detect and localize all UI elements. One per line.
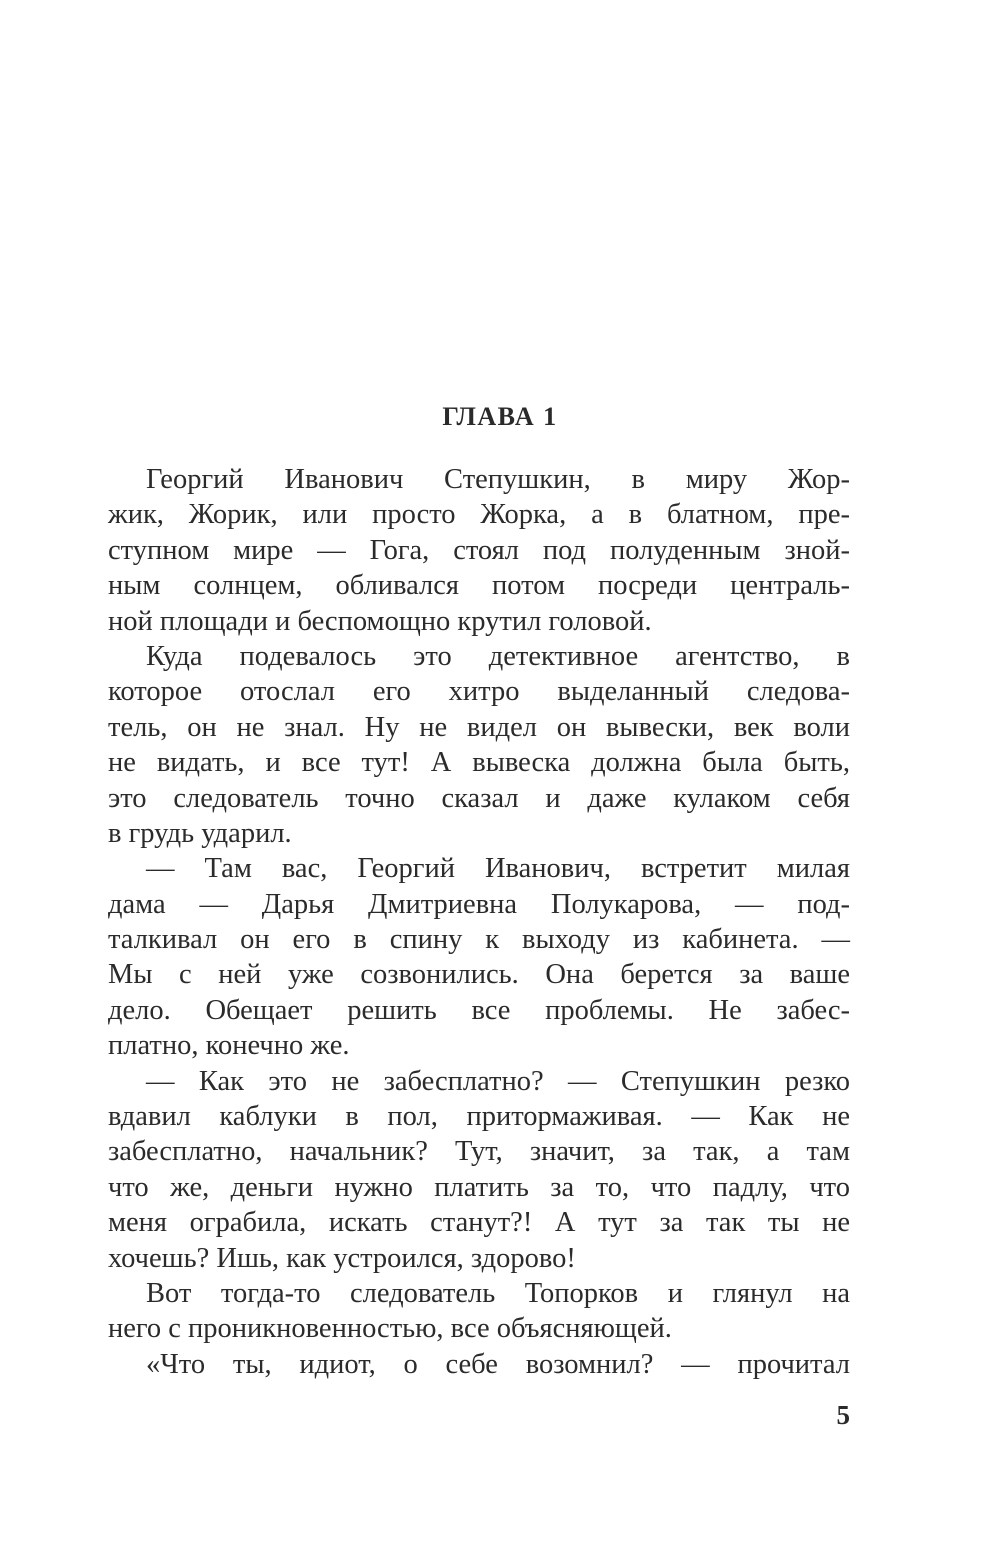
text-line: хочешь? Ишь, как устроился, здорово! [108,1242,576,1274]
text-line: которое отослал его хитро выделанный следова- [108,676,850,708]
text-line: что же, деньги нужно платить за то, что падлу, что [108,1171,850,1203]
text-line: жик, Жорик, или просто Жорка, а в блатном, пре- [108,499,850,531]
text-line: вдавил каблуки в пол, притормаживая. — Как не [108,1101,850,1133]
text-line: забесплатно, начальник? Тут, значит, за так, а там [108,1136,850,1168]
text-line: меня ограбила, искать станут?! А тут за так ты не [108,1207,850,1239]
text-line: ступном мире — Гога, стоял под полуденным зной- [108,534,850,566]
text-line: платно, конечно же. [108,1030,350,1062]
text-line: «Что ты, идиот, о себе возомнил? — прочитал [146,1348,850,1380]
body-text [108,462,850,1382]
page-number: 5 [836,1400,850,1430]
text-line: дама — Дарья Дмитриевна Полукарова, — под- [108,888,850,920]
text-line: талкивал он его в спину к выходу из кабинета. — [108,924,850,956]
chapter-title: ГЛАВА 1 [442,402,558,431]
text-line: это следователь точно сказал и даже кулаком себя [108,782,850,814]
text-line: него с проникновенностью, все объясняющей. [108,1313,672,1345]
text-line: ной площади и беспомощно крутил головой. [108,605,652,637]
text-line: тель, он не знал. Ну не видел он вывески, век воли [108,711,850,743]
text-line: — Как это не забесплатно? — Степушкин резко [146,1065,850,1097]
text-line: Куда подевалось это детективное агентство, в [146,640,850,672]
text-line: не видать, и все тут! А вывеска должна была быть, [108,747,850,779]
text-line: в грудь ударил. [108,817,292,849]
text-line: — Там вас, Георгий Иванович, встретит милая [146,853,850,885]
text-line: Георгий Иванович Степушкин, в миру Жор- [146,464,850,495]
text-line: Мы с ней уже созвонились. Она берется за ваше [108,959,850,991]
text-line: Вот тогда-то следователь Топорков и глянул на [146,1277,850,1309]
text-line: дело. Обещает решить все проблемы. Не забес- [108,994,850,1026]
text-line: ным солнцем, обливался потом посреди централь- [108,570,850,602]
